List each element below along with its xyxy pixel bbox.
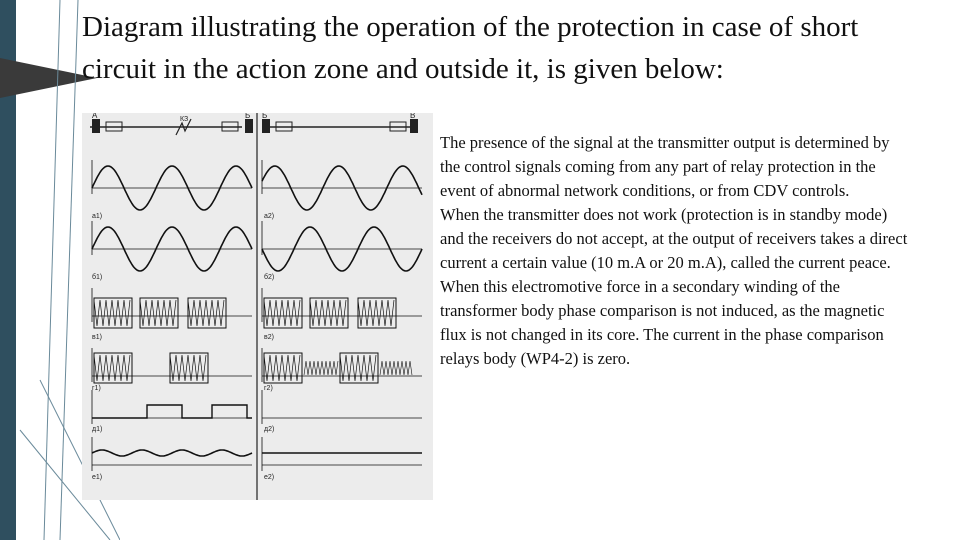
label-a: A [92,113,98,120]
hf-burst-fill [188,300,224,326]
row-label-right: г2) [264,385,273,392]
row-label-right: б2) [264,274,275,281]
rx-burst-fill [264,355,300,381]
row-label-left: в1) [92,334,102,341]
row-label-left: г1) [92,385,101,392]
paragraph-2: When the transmitter does not work (protection is in standby mode) and the receivers do not accept, at the output of receivers takes a direct current a certain value (10 m.A or 20 m.A), called the current peace. When this electromotive force in a secondary winding of the transformer body phase comparison is not induced, as the magnetic flux is not changed in its core. The current in the phase comparison relays body (WP4-2) is zero. [440,205,908,368]
paragraph-1: The presence of the signal at the transmitter output is determined by the control signals coming from any part of relay protection in the event of abnormal network conditions, or from CDV controls. [440,133,890,200]
hf-burst-fill [140,300,176,326]
rx-burst-fill [94,355,130,381]
protection-operation-diagram [82,113,433,500]
row-label-left: б1) [92,274,103,281]
row-label-left: д1) [92,426,103,433]
fault-label: КЗ [180,116,189,123]
relay-pulse [92,405,252,418]
hf-burst-fill [358,300,394,326]
label-b-right: Б [262,113,268,120]
rx-burst-fill [340,355,376,381]
row-label-right: д2) [264,426,275,433]
rx-small-burst [380,361,412,375]
hf-burst-fill [310,300,346,326]
label-b-left: Б [245,113,251,120]
row-label-right: в2) [264,334,274,341]
slide-title: Diagram illustrating the operation of the protection in case of short circuit in the action zone and outside it, is given below: [82,11,859,85]
hf-burst-fill [94,300,130,326]
label-v: В [410,113,416,120]
row-label-right: е2) [264,474,275,481]
rx-small-burst [304,361,338,375]
row-label-right: a2) [264,213,275,220]
line-schematic [90,119,418,135]
row-label-left: е1) [92,474,103,481]
body-text [440,131,910,371]
hf-burst-fill [264,300,300,326]
rx-burst-fill [170,355,206,381]
relay-ripple [92,450,252,456]
row-label-left: a1) [92,213,103,220]
